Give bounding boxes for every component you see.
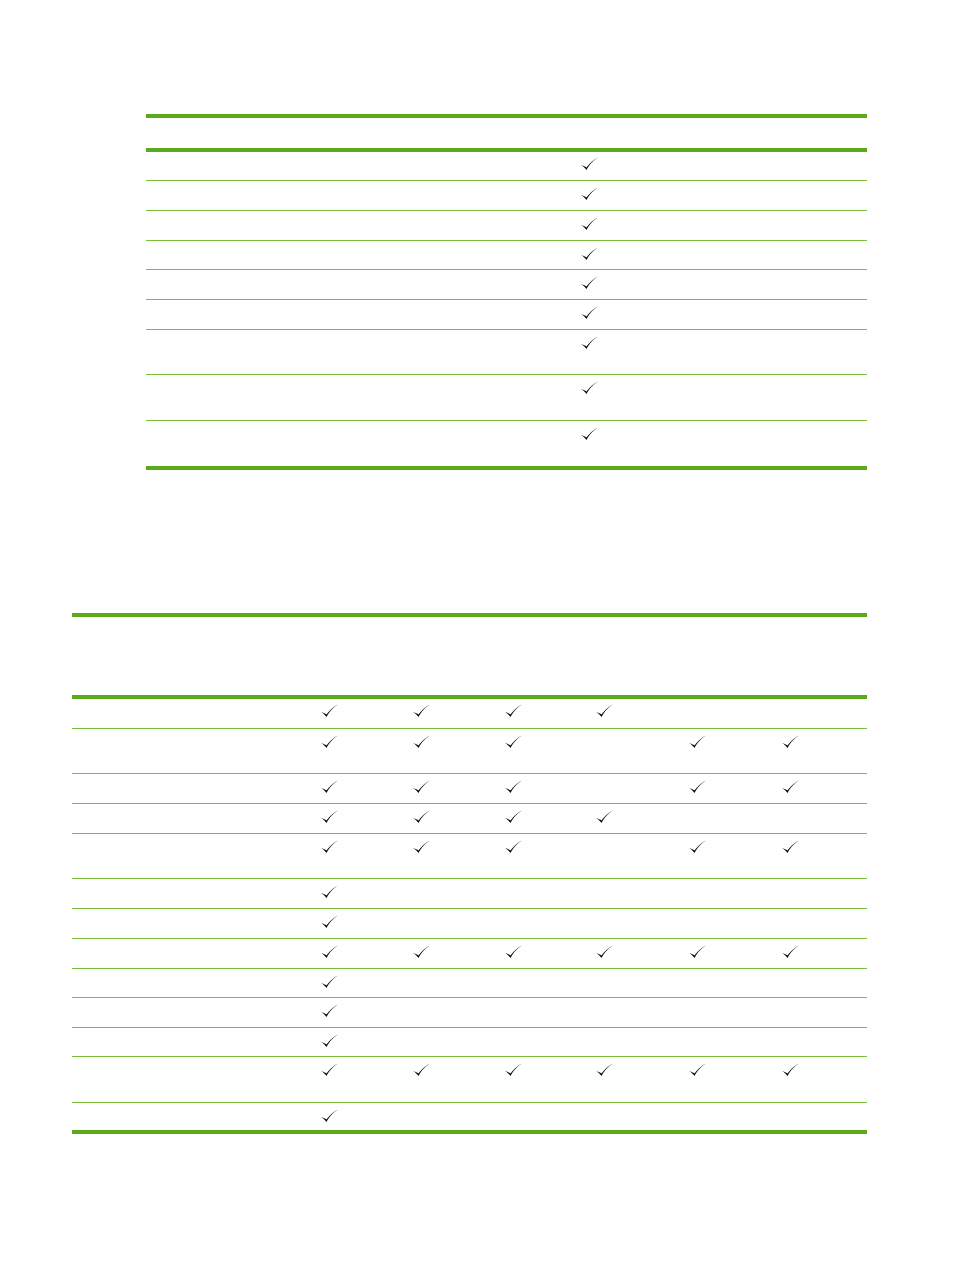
row-divider [146,210,867,211]
row-divider [72,833,867,834]
checkmark-icon [579,216,599,232]
support-table-1 [146,114,867,472]
row-divider [146,240,867,241]
checkmark-icon [503,1062,523,1078]
checkmark-icon [594,809,614,825]
row-divider [72,908,867,909]
checkmark-icon [503,734,523,750]
checkmark-icon [579,186,599,202]
checkmark-icon [411,839,431,855]
row-divider [146,269,867,270]
table-bottom-rule [146,466,867,470]
row-divider [72,728,867,729]
checkmark-icon [594,944,614,960]
checkmark-icon [503,779,523,795]
checkmark-icon [411,944,431,960]
checkmark-icon [687,779,707,795]
checkmark-icon [503,703,523,719]
support-table-2 [72,613,867,1135]
checkmark-icon [780,779,800,795]
checkmark-icon [687,734,707,750]
checkmark-icon [319,944,339,960]
checkmark-icon [319,1062,339,1078]
row-divider [72,878,867,879]
row-divider [72,1102,867,1103]
checkmark-icon [411,809,431,825]
row-divider [146,374,867,375]
row-divider [146,299,867,300]
checkmark-icon [780,1062,800,1078]
checkmark-icon [579,305,599,321]
checkmark-icon [579,380,599,396]
checkmark-icon [687,1062,707,1078]
row-divider [72,1027,867,1028]
row-divider [146,180,867,181]
header-bottom-rule [72,695,867,699]
checkmark-icon [411,734,431,750]
checkmark-icon [579,426,599,442]
header-bottom-rule [146,148,867,152]
checkmark-icon [579,335,599,351]
row-divider [146,329,867,330]
row-divider [72,803,867,804]
checkmark-icon [319,914,339,930]
checkmark-icon [319,809,339,825]
checkmark-icon [319,1108,339,1124]
table-top-rule [146,114,867,118]
checkmark-icon [411,1062,431,1078]
checkmark-icon [319,974,339,990]
checkmark-icon [411,703,431,719]
checkmark-icon [411,779,431,795]
table-top-rule [72,613,867,617]
checkmark-icon [780,839,800,855]
checkmark-icon [319,884,339,900]
row-divider [72,997,867,998]
checkmark-icon [687,944,707,960]
checkmark-icon [594,1062,614,1078]
checkmark-icon [579,156,599,172]
row-divider [72,773,867,774]
checkmark-icon [594,703,614,719]
checkmark-icon [319,734,339,750]
row-divider [72,968,867,969]
checkmark-icon [319,839,339,855]
row-divider [72,1056,867,1057]
checkmark-icon [503,839,523,855]
checkmark-icon [503,944,523,960]
checkmark-icon [319,703,339,719]
checkmark-icon [780,944,800,960]
checkmark-icon [579,246,599,262]
checkmark-icon [780,734,800,750]
checkmark-icon [687,839,707,855]
table-bottom-rule [72,1130,867,1134]
checkmark-icon [319,1033,339,1049]
checkmark-icon [503,809,523,825]
row-divider [72,938,867,939]
checkmark-icon [319,1003,339,1019]
checkmark-icon [579,275,599,291]
row-divider [146,420,867,421]
checkmark-icon [319,779,339,795]
